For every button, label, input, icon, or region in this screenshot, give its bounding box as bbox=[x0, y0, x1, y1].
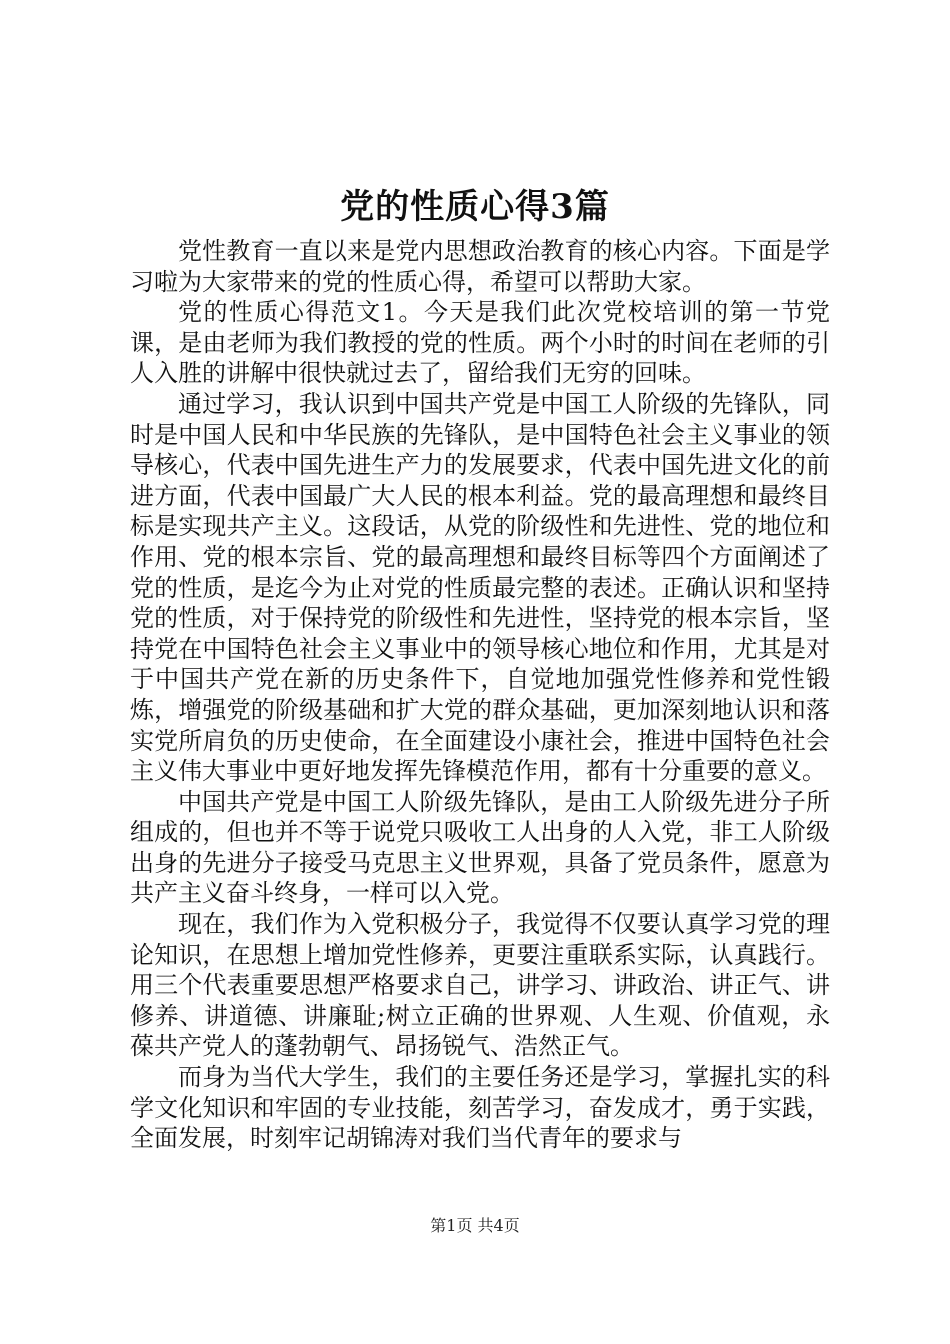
paragraph: 现在，我们作为入党积极分子，我觉得不仅要认真学习党的理论知识，在思想上增加党性修养，更要注重联系实际，认真践行。用三个代表重要思想严格要求自己，讲学习、讲政治、讲正气、讲修养、讲道德、讲廉耻;树立正确的世界观、人生观、价值观，永葆共产党人的蓬勃朝气、昂扬锐气、浩然正气。 bbox=[130, 910, 830, 1061]
paragraph: 党的性质心得范文1。今天是我们此次党校培训的第一节党课，是由老师为我们教授的党的性质。两个小时的时间在老师的引人入胜的讲解中很快就过去了，留给我们无穷的回味。 bbox=[130, 298, 830, 388]
document-title: 党的性质心得3篇 bbox=[340, 187, 610, 227]
paragraph: 通过学习，我认识到中国共产党是中国工人阶级的先锋队，同时是中国人民和中华民族的先锋队，是中国特色社会主义事业的领导核心，代表中国先进生产力的发展要求，代表中国先进文化的前进方面，代表中国最广大人民的根本利益。党的最高理想和最终目标是实现共产主义。这段话，从党的阶级性和先进性、党的地位和作用、党的根本宗旨、党的最高理想和最终目标等四个方面阐述了党的性质，是迄今为止对党的性质最完整的表述。正确认识和坚持党的性质，对于保持党的阶级性和先进性，坚持党的根本宗旨，坚持党在中国特色社会主义事业中的领导核心地位和作用，尤其是对于中国共产党在新的历史条件下，自觉地加强党性修养和党性锻炼，增强党的阶级基础和扩大党的群众基础，更加深刻地认识和落实党所肩负的历史使命，在全面建设小康社会，推进中国特色社会主义伟大事业中更好地发挥先锋模范作用，都有十分重要的意义。 bbox=[130, 389, 830, 786]
paragraph: 而身为当代大学生，我们的主要任务还是学习，掌握扎实的科学文化知识和牢固的专业技能，刻苦学习，奋发成才，勇于实践，全面发展，时刻牢记胡锦涛对我们当代青年的要求与 bbox=[130, 1063, 830, 1153]
paragraph: 中国共产党是中国工人阶级先锋队，是由工人阶级先进分子所组成的，但也并不等于说党只吸收工人出身的人入党，非工人阶级出身的先进分子接受马克思主义世界观，具备了党员条件，愿意为共产主义奋斗终身，一样可以入党。 bbox=[130, 787, 830, 908]
document-body bbox=[130, 236, 830, 1154]
page-footer: 第1页 共4页 bbox=[430, 1216, 520, 1235]
paragraph: 党性教育一直以来是党内思想政治教育的核心内容。下面是学习啦为大家带来的党的性质心得，希望可以帮助大家。 bbox=[130, 237, 830, 296]
